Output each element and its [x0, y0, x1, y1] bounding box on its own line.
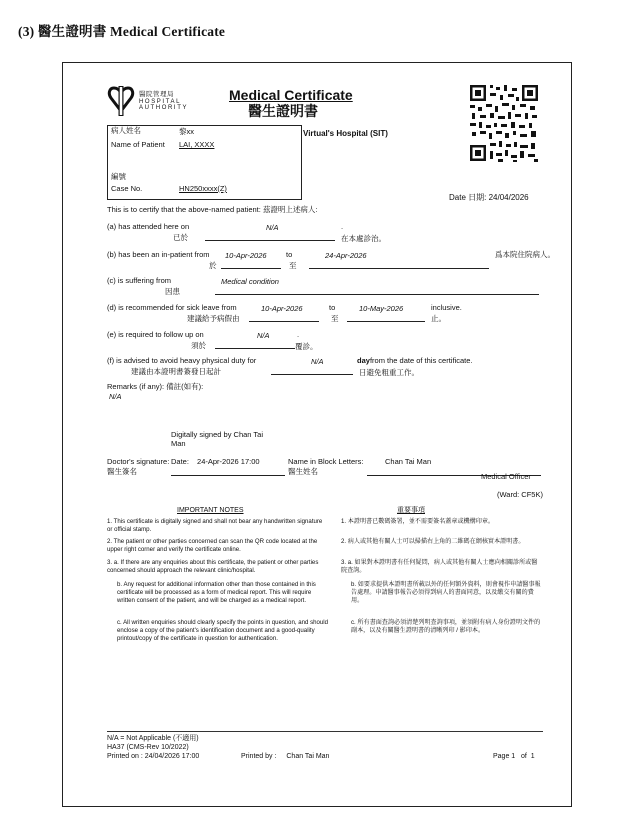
notes-title-en: IMPORTANT NOTES: [177, 507, 244, 514]
item-f-label: (f) is advised to avoid heavy physical duty for: [107, 356, 257, 365]
certify-en: This is to certify that the above-named patient:: [107, 205, 261, 214]
item-b-from: 10-Apr-2026: [225, 251, 267, 260]
footer-na-en: N/A = Not Applicable: [107, 735, 172, 742]
signature-date: [171, 458, 260, 467]
item-b-zh-from: 於: [209, 261, 217, 270]
item-e-value: N/A: [257, 331, 270, 340]
note-zh-1: 1. 本證明書已數碼簽署，並不需要簽名蓋章或機構印章。: [341, 518, 495, 525]
item-c-label: (c) is suffering from: [107, 276, 172, 285]
item-b-to: 24-Apr-2026: [325, 251, 367, 260]
signature-date-line: [171, 466, 285, 476]
note-en-2: 2. The patient or other parties concerned can scan the QR code located at the upper right corner and verify the certificate online.: [107, 538, 318, 553]
item-f-tail: from the date of this certificate.: [369, 356, 473, 365]
note-en-3b: b. Any request for additional information other than those contained in this certificate will be processed as a form of medical report. This will require written consent of the patient, and will be charged as a medical report.: [117, 581, 316, 604]
item-a-period: .: [341, 222, 344, 231]
digital-signature-line1: Digitally signed by Chan Tai: [171, 430, 263, 439]
certify-statement: [107, 206, 318, 215]
item-c-zh: 因患: [165, 287, 180, 296]
authority-name-zh: 醫院管理局: [139, 91, 174, 98]
notes-title-zh: 重要事項: [397, 507, 425, 514]
item-b-zh-end: 爲本院住院病人。: [495, 250, 555, 259]
item-b-zh-to: 至: [289, 261, 297, 270]
remarks-label-en: Remarks (if any):: [107, 382, 165, 391]
doctor-signature-zh: 醫生簽名: [107, 467, 137, 476]
item-f-days-word: day: [357, 356, 370, 365]
item-d-zh: 建議給予病假由: [187, 314, 240, 323]
remarks-value: N/A: [109, 392, 122, 401]
certify-zh: 茲證明上述病人:: [262, 205, 318, 214]
footer-divider: [107, 731, 543, 732]
case-label-zh: 編號: [111, 172, 126, 181]
item-b-label: (b) has been an in-patient from: [107, 250, 210, 259]
item-e-zh: 須於: [191, 341, 206, 350]
footer-printed-by: [241, 753, 329, 761]
item-d-zh-to: 至: [331, 314, 339, 323]
title-zh: 醫生證明書: [248, 103, 318, 119]
signature-date-label: Date:: [171, 457, 189, 466]
case-no: HN250xxxx(Z): [179, 184, 227, 193]
remarks-label: [107, 383, 203, 392]
item-d-to-label: to: [329, 303, 336, 312]
medical-officer-role: Medical Officer: [481, 472, 531, 481]
case-label-en: Case No.: [111, 184, 143, 193]
digital-signature-line2: Man: [171, 439, 186, 448]
remarks-label-zh: 備註(如有):: [166, 382, 204, 391]
doctor-signature-label: Doctor's signature:: [107, 457, 170, 466]
item-e-line: [215, 339, 295, 349]
block-name-value: Chan Tai Man: [385, 457, 432, 466]
footer-na-zh: (不適用): [172, 735, 199, 742]
hospital-authority-logo-icon: [107, 85, 135, 117]
item-e-period: .: [297, 330, 300, 339]
footer-printed-on: [107, 753, 199, 761]
note-zh-3b: b. 如要求提供本證明書所載以外的任何額外資料，則會視作申請醫事報告處理。申請醫事報告必須得到病人的書面同意，以及繳交有關的費用。: [351, 581, 541, 604]
item-b-to-label: to: [286, 250, 293, 259]
footer-printed-by-label: Printed by :: [241, 753, 277, 760]
authority-name-en-1: HOSPITAL: [139, 98, 182, 105]
item-a-zh-end: 在本處診治。: [341, 234, 386, 243]
issue-date: [449, 193, 529, 202]
item-f-zh: 建議由本證明書簽發日起計: [131, 367, 221, 376]
item-e-zh-end: 覆診。: [295, 342, 318, 351]
signature-date-value: 24-Apr-2026 17:00: [197, 457, 260, 466]
item-f-value: N/A: [311, 357, 324, 366]
title-en: Medical Certificate: [229, 87, 353, 103]
authority-name-en-2: AUTHORITY: [139, 105, 189, 112]
footer-printed-by-value: Chan Tai Man: [286, 753, 330, 760]
note-en-3c: c. All written enquiries should clearly specify the points in question, and should enclose a copy of the patient's identification document and a good-quality printout/copy of the certificate in question for authentication.: [117, 619, 329, 642]
note-zh-2: 2. 病人或其他有關人士可以掃描右上角的二維碼在網核實本證明書。: [341, 538, 525, 545]
footer-printed-on-value: 24/04/2026 17:00: [144, 753, 200, 760]
item-f-days: [357, 357, 472, 366]
ward: (Ward: CF5K): [497, 490, 543, 499]
note-en-1: 1. This certificate is digitally signed and shall not bear any handwritten signature or official stamp.: [107, 518, 323, 533]
issue-date-value: 24/04/2026: [488, 193, 529, 202]
footer-page: Page 1 of 1: [493, 753, 535, 760]
item-d-label: (d) is recommended for sick leave from: [107, 303, 237, 312]
patient-name-zh: 黎xx: [179, 127, 194, 136]
footer-form-no: HA37 (CMS-Rev 10/2022): [107, 744, 189, 751]
item-c-value: Medical condition: [221, 277, 279, 286]
patient-name-en: LAI, XXXX: [179, 140, 215, 149]
item-d-to: 10-May-2026: [359, 304, 404, 313]
item-d-from: 10-Apr-2026: [261, 304, 303, 313]
note-zh-3a: 3. a. 如果對本證明書有任何疑問，病人或其他有關人士應向相關診所或醫院查詢。: [341, 559, 538, 574]
item-d-inclusive: inclusive.: [431, 303, 462, 312]
note-en-3a: 3. a. If there are any enquiries about this certificate, the patient or other parties concerned should approach the relevant clinic/hospital.: [107, 559, 319, 574]
authority-name: [139, 92, 188, 111]
note-zh-3c: c. 所有書面查詢必須清楚列明查詢事項，並須附有病人身份證明文件的副本，以及有關醫生證明書的清晰列印 / 影印本。: [351, 619, 541, 634]
block-name-label: Name in Block Letters:: [288, 457, 364, 466]
patient-name-label-zh: 病人姓名: [111, 126, 141, 135]
item-a-label: (a) has attended here on: [107, 222, 190, 231]
hospital-name: Virtual's Hospital (SIT): [303, 129, 388, 138]
footer-printed-on-label: Printed on :: [107, 753, 143, 760]
issue-date-label: Date 日期:: [449, 193, 487, 202]
patient-name-label-en: Name of Patient: [111, 140, 165, 149]
qr-code[interactable]: [468, 83, 540, 163]
item-d-zh-end: 止。: [431, 314, 446, 323]
item-e-label: (e) is required to follow up on: [107, 330, 204, 339]
item-a-value: N/A: [266, 223, 279, 232]
medical-certificate: [62, 62, 572, 807]
footer-na: [107, 735, 199, 743]
page-heading: (3) 醫生證明書 Medical Certificate: [18, 24, 226, 39]
item-f-zh-end: 日避免粗重工作。: [359, 368, 419, 377]
block-name-zh: 醫生姓名: [288, 467, 318, 476]
item-a-zh: 已於: [173, 233, 188, 242]
